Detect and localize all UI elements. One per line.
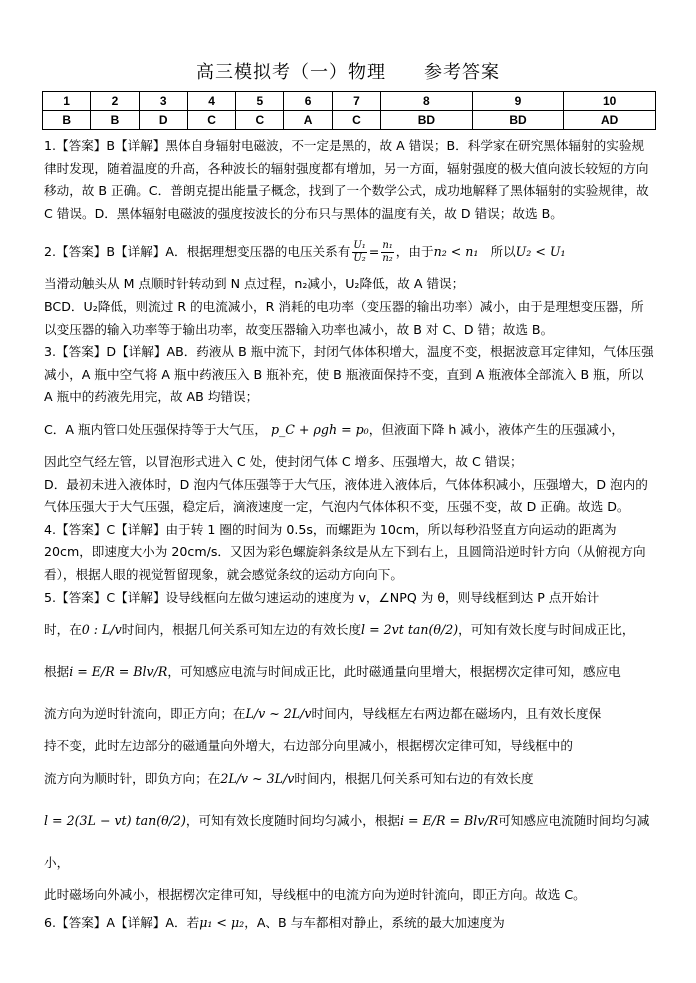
fraction-numerator: U₁: [353, 240, 366, 252]
text-span: 时间内，根据几何关系可知右边的有效长度: [294, 770, 534, 786]
question-number-row: [43, 92, 656, 111]
solution-1: 1.【答案】B【详解】黑体自身辐射电磁波，不一定是黑的，故 A 错误；B．科学家在研究黑体辐射的实验规律时发现，随着温度的升高，各种波长的辐射强度都有增加，另一方面，辐射强度的极大值向波长较短的方向移动，故 B 正确。C．普朗克提出能量子概念，找到了一个数学公式，成功地解释了黑体辐射的实验规律，故 C 错误。D．黑体辐射电磁波的强度按波长的分布只与黑体的温度有关，故 D 错误；故选 B。: [44, 138, 649, 221]
solution-2-since: ，由于: [395, 244, 434, 260]
fraction-denominator: U₂: [353, 253, 366, 265]
exam-title: 高三模拟考（一）物理: [196, 62, 386, 83]
current-formula: i = E/R = Blv/R: [69, 664, 168, 680]
solution-5-line-8: 此时磁场向外减小，根据楞次定律可知，导线框中的电流方向为逆时针流向，即正方向。故选 C。: [44, 886, 586, 902]
question-number-cell: 9: [472, 92, 564, 111]
answer-cell: A: [284, 111, 332, 130]
text-span: 根据: [44, 664, 70, 680]
answer-row: [43, 111, 656, 130]
text-span: ，可知有效长度随时间均匀减小，根据: [185, 812, 400, 828]
solution-5-line-3: [44, 651, 654, 693]
solution-2-intro: 2.【答案】B【详解】A．根据理想变压器的电压关系有: [44, 244, 351, 260]
question-number-cell: 7: [332, 92, 380, 111]
solution-5-line-4: [44, 693, 654, 735]
solution-5-line-1: 5.【答案】C【详解】设导线框向左做匀速运动的速度为 v，∠NPQ 为 θ，则导线框到达 P 点开始计: [44, 589, 600, 605]
solution-3-part-1: 3.【答案】D【详解】AB．药液从 B 瓶中流下，封闭气体体积增大，温度不变，根据波意耳定律知，气体压强减小，A 瓶中空气将 A 瓶中药液压入 B 瓶补充，使 B 瓶液面保持不变，直到 A 瓶液体全部流入 B 瓶，所以 A 瓶中的药液先用完，故 AB 均错误；: [44, 344, 654, 405]
question-number-cell: 5: [236, 92, 284, 111]
solution-3-c-rest: ，但液面下降 h 减小，液体产生的压强减小，: [368, 421, 625, 437]
voltage-ratio-fraction: [352, 240, 366, 265]
answer-cell: C: [332, 111, 380, 130]
solution-2-line-1: [44, 231, 654, 273]
solution-5-line-7: [44, 800, 654, 884]
question-number-cell: 4: [187, 92, 235, 111]
solution-4: 4.【答案】C【详解】由于转 1 圈的时间为 0.5s，而螺距为 10cm，所以每秒沿竖直方向运动的距离为 20cm，即速度大小为 20cm/s．又因为彩色螺旋斜条纹是从左下到右上，且圆筒沿逆时针方向（从俯视方向看），根据人眼的视觉暂留现象，就会感觉条纹的运动方向向下。: [44, 521, 646, 582]
question-number-cell: 8: [381, 92, 473, 111]
solution-5-line-2: [44, 609, 654, 651]
answer-cell: B: [43, 111, 91, 130]
text-span: ，A、B 与车都相对静止，系统的最大加速度为: [244, 915, 505, 931]
text-span: ，可知有效长度与时间成正比，: [458, 622, 635, 638]
question-number-cell: 10: [564, 92, 656, 111]
question-number-cell: 3: [139, 92, 187, 111]
answer-cell: BD: [472, 111, 564, 130]
solution-2-therefore: 所以: [490, 244, 516, 260]
question-number-cell: 2: [91, 92, 139, 111]
fraction-numerator: n₁: [382, 240, 393, 252]
solution-3-part-2: 因此空气经左管，以冒泡形式进入 C 处，使封闭气体 C 增多、压强增大，故 C 错误；: [44, 453, 523, 469]
text-span: 时间内，导线框左右两边都在磁场内，且有效长度保: [311, 706, 602, 722]
solution-2-line-3: BCD．U₂降低，则流过 R 的电流减小，R 消耗的电功率（变压器的输出功率）减小，由于是理想变压器，所以变压器的输入功率等于输出功率，故变压器输入功率也减小，故 B 对 C、D 错；故选 B。: [44, 298, 644, 337]
answer-cell: AD: [564, 111, 656, 130]
effective-length-formula: l = 2vt tan(θ/2): [361, 622, 459, 638]
text-span: 可知感应电流随时间均匀减小，: [44, 812, 650, 870]
solution-5-line-5: 持不变，此时左边部分的磁通量向外增大，右边部分向里减小，根据楞次定律可知，导线框中的: [44, 738, 573, 754]
time-range: L/v ~ 2L/v: [245, 706, 312, 722]
answer-cell: C: [187, 111, 235, 130]
equals-sign: =: [368, 244, 380, 260]
time-range: 2L/v ~ 3L/v: [220, 770, 295, 786]
answer-cell: B: [91, 111, 139, 130]
fraction-denominator: n₂: [382, 253, 393, 265]
turns-ratio-fraction: [381, 240, 393, 265]
effective-length-formula: l = 2(3L − vt) tan(θ/2): [44, 812, 186, 828]
answer-cell: BD: [381, 111, 473, 130]
solution-3-part-c: [44, 409, 654, 451]
current-formula: i = E/R = Blv/R: [399, 812, 499, 828]
page-title: [0, 58, 696, 84]
answer-cell: D: [139, 111, 187, 130]
solution-6: [44, 912, 654, 935]
text-span: ，可知感应电流与时间成正比，此时磁通量向里增大，根据楞次定律可知，感应电: [167, 664, 621, 680]
solution-2-line-2: 当滑动触头从 M 点顺时针转动到 N 点过程，n₂减小，U₂降低，故 A 错误；: [44, 276, 465, 292]
voltage-inequality: U₂ < U₁: [515, 244, 566, 260]
question-number-cell: 1: [43, 92, 91, 111]
answer-subtitle: 参考答案: [424, 62, 500, 83]
turns-inequality: n₂ < n₁: [433, 244, 479, 260]
text-span: 时，在: [44, 622, 82, 638]
text-span: 流方向为顺时针，即负方向；在: [44, 770, 221, 786]
solution-3-part-d: D．最初未进入液体时，D 泡内气体压强等于大气压，液体进入液体后，气体体积减小，压强增大，D 泡内的气体压强大于大气压强，稳定后，滴液速度一定，气泡内气体体积不变，压强不变，故 D 正确。故选 D。: [44, 476, 648, 515]
question-number-cell: 6: [284, 92, 332, 111]
pressure-formula: p_C + ρgh = p₀: [270, 421, 369, 437]
text-span: 流方向为逆时针流向，即正方向；在: [44, 706, 246, 722]
answer-table: [42, 91, 656, 130]
solution-5-line-6: [44, 758, 654, 800]
solutions-body: [44, 135, 654, 935]
answer-cell: C: [236, 111, 284, 130]
solution-3-c-intro: C．A 瓶内管口处压强保持等于大气压，: [44, 421, 267, 437]
friction-inequality: μ₁ < μ₂: [199, 915, 245, 931]
time-range: 0 : L/v: [81, 622, 122, 638]
text-span: 时间内，根据几何关系可知左边的有效长度: [121, 622, 362, 638]
text-span: 6.【答案】A【详解】A．若: [44, 915, 200, 931]
